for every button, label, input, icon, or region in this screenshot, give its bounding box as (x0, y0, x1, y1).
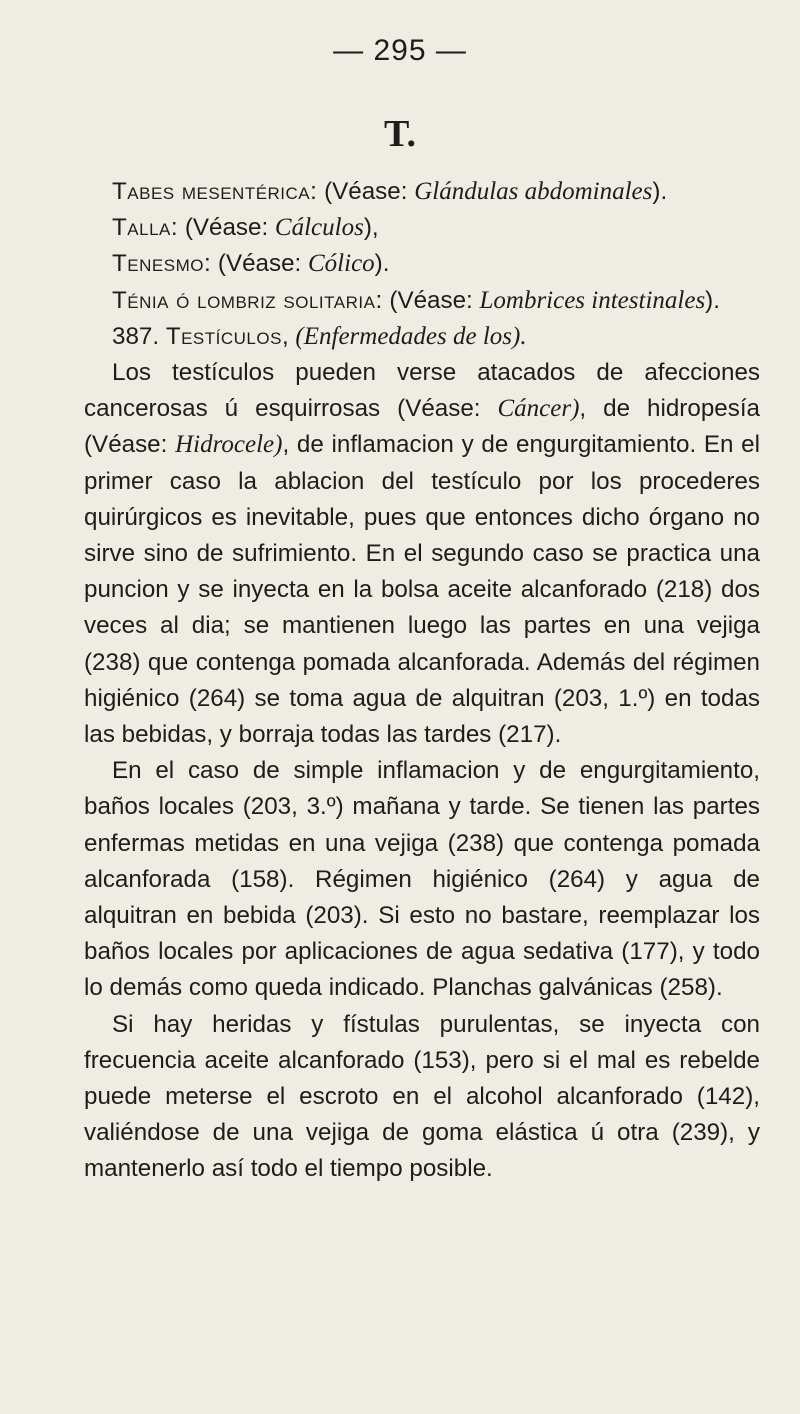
entry-tabes: Tabes mesentérica: (Véase: Glándulas abdominales). (112, 178, 668, 205)
entry-tenia: Ténia ó lombriz solitaria: (Véase: Lombrices intestinales). (112, 286, 720, 314)
ref-hidrocele: Hidrocele) (175, 431, 283, 459)
paragraph-2: En el caso de simple inflamacion y de engurgitamiento, baños locales (203, 3.º) mañana y tarde. Se tienen las partes enfermas metidas en una vejiga (238) que contenga pomada alcanforada (158). Régimen higiénico (264) y agua de alquitran en bebida (203). Si esto no bastare, reemplazar los baños locales por aplicaciones de agua sedativa (177), y todo lo demás como queda indicado. Planchas galvánicas (258). (84, 757, 760, 1002)
entry-head: Testículos (165, 322, 282, 350)
entry-head: Talla: (112, 214, 179, 242)
entry-head: Tabes mesentérica: (112, 178, 318, 205)
page-body (84, 174, 760, 1188)
entry-head: Ténia ó lombriz solitaria: (112, 286, 383, 314)
paragraph-1: Los testículos pueden verse atacados de afecciones cancerosas ú esquirrosas (Véase: Cáncer), de hidropesía (Véase: Hidrocele), de inflamacion y de engurgitamiento. En el primer caso la ablacion del testículo por los procederes quirúrgicos es inevitable, pues que entonces dicho órgano no sirve sino de sufrimiento. En el segundo caso se practica una puncion y se inyecta en la bolsa aceite alcanforado (218) dos veces al dia; se mantienen luego las partes en una vejiga (238) que contenga pomada alcanforada. Además del régimen higiénico (264) se toma agua de alquitran (203, 1.º) en todas las bebidas, y borraja todas las tardes (217). (84, 359, 761, 749)
entry-tenesmo: Tenesmo: (Véase: Cólico). (112, 250, 390, 278)
entry-testiculos: 387. Testículos, (Enfermedades de los). (112, 322, 527, 350)
ref-cancer: Cáncer) (497, 395, 580, 423)
entry-ref: Cálculos (274, 214, 364, 242)
entry-ref: Glándulas abdominales (414, 178, 653, 205)
paragraph-3: Si hay heridas y fístulas purulentas, se inyecta con frecuencia aceite alcanforado (153), pero si el mal es rebelde puede meterse el escroto en el alcohol alcanforado (142), valiéndose de una vejiga de goma elástica ú otra (239), y mantenerlo así todo el tiempo posible. (84, 1010, 760, 1183)
page-number: — 295 — (333, 34, 467, 67)
entry-ref: Cólico (308, 250, 375, 278)
entry-head: Tenesmo: (112, 250, 212, 278)
entry-number: 387. (112, 322, 160, 350)
entry-ref: (Enfermedades de los). (295, 322, 527, 350)
entry-talla: Talla: (Véase: Cálculos), (112, 214, 379, 242)
entry-ref: Lombrices intestinales (479, 286, 706, 314)
section-letter: T. (383, 113, 417, 155)
